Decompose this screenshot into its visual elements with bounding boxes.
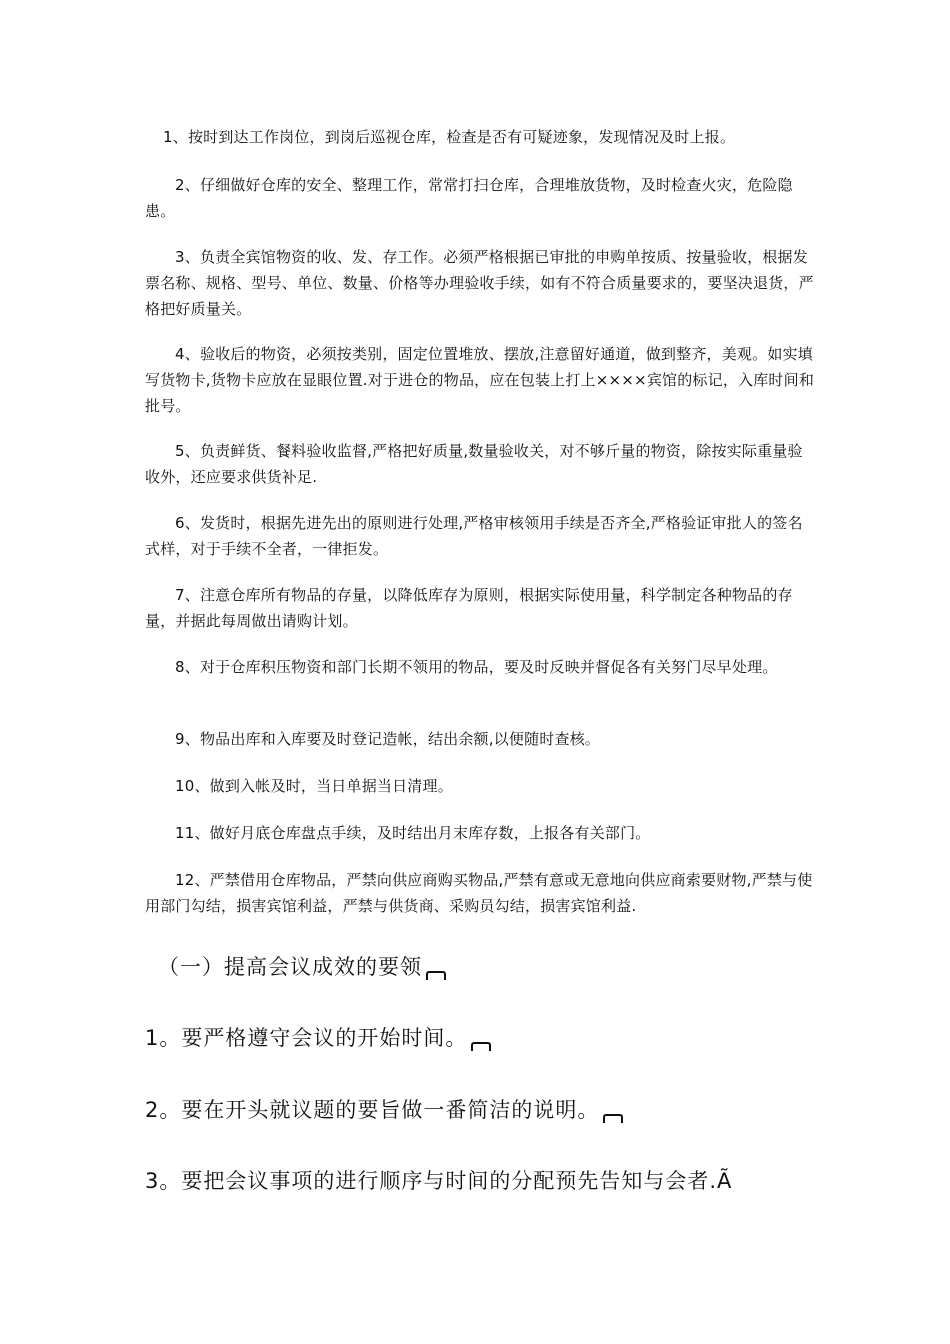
- meeting-item-2: [145, 1095, 845, 1125]
- meeting-item-1: [145, 1023, 845, 1053]
- bracket-mark-icon: [426, 971, 446, 980]
- rule-paragraph-10: 10、做到入帐及时，当日单据当日清理。: [175, 777, 453, 795]
- rule-paragraph-8: 8、对于仓库积压物资和部门长期不领用的物品，要及时反映并督促各有关努门尽早处理。: [175, 658, 778, 676]
- meeting-item-text: 2。要在开头就议题的要旨做一番简洁的说明。: [145, 1098, 600, 1122]
- bracket-mark-icon: [471, 1042, 491, 1051]
- rule-paragraph-11: 11、做好月底仓库盘点手续，及时结出月末库存数，上报各有关部门。: [175, 824, 651, 842]
- rule-paragraph-5: 5、负责鲜货、餐料验收监督,严格把好质量,数量验收关，对不够斤量的物资，除按实际重量验收外，还应要求供货补足.: [145, 442, 803, 486]
- meeting-heading-text: （一）提高会议成效的要领: [158, 955, 422, 979]
- rule-paragraph-12: 12、严禁借用仓库物品，严禁向供应商购买物品,严禁有意或无意地向供应商索要财物,严禁与使用部门勾结，损害宾馆利益，严禁与供货商、采购员勾结，损害宾馆利益.: [145, 871, 813, 915]
- rule-paragraph-2: 2、仔细做好仓库的安全、整理工作，常常打扫仓库，合理堆放货物，及时检查火灾，危险隐患。: [145, 176, 793, 220]
- rule-paragraph-9: 9、物品出库和入库要及时登记造帐，结出余额,以便随时查核。: [175, 730, 601, 748]
- rule-paragraph-7: 7、注意仓库所有物品的存量，以降低库存为原则，根据实际使用量，科学制定各种物品的存量，并据此每周做出请购计划。: [145, 586, 793, 630]
- meeting-item-text: 1。要严格遵守会议的开始时间。: [145, 1026, 468, 1050]
- meeting-heading: [158, 952, 858, 982]
- meeting-item-text: 3。要把会议事项的进行顺序与时间的分配预先告知与会者.Ã: [145, 1169, 733, 1193]
- rule-paragraph-3: 3、负责全宾馆物资的收、发、存工作。必须严格根据已审批的申购单按质、按量验收，根据发票名称、规格、型号、单位、数量、价格等办理验收手续，如有不符合质量要求的，要坚决退货，严格把好质量关。: [145, 248, 814, 318]
- bracket-mark-icon: [603, 1114, 623, 1123]
- rule-paragraph-6: 6、发货时，根据先进先出的原则进行处理,严格审核领用手续是否齐全,严格验证审批人的签名式样，对于手续不全者，一律拒发。: [145, 514, 803, 558]
- rule-paragraph-4: 4、验收后的物资，必须按类别，固定位置堆放、摆放,注意留好通道，做到整齐，美观。如实填写货物卡,货物卡应放在显眼位置.对于进仓的物品，应在包装上打上××××宾馆的标记，入库时间和批号。: [145, 345, 815, 415]
- rule-paragraph-1: 1、按时到达工作岗位，到岗后巡视仓库，检查是否有可疑迹象，发现情况及时上报。: [163, 128, 736, 146]
- meeting-item-3: [145, 1166, 845, 1196]
